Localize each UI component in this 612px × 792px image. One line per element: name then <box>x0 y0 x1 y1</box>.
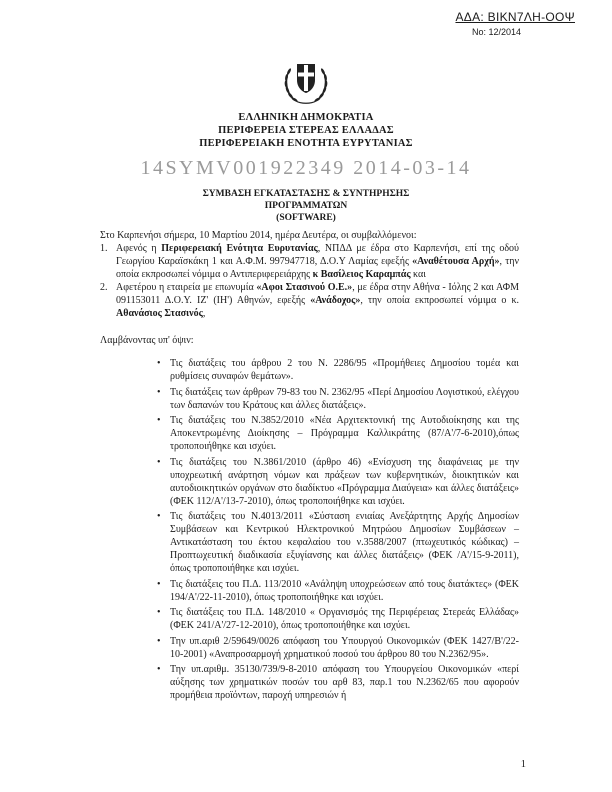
bullet-icon: • <box>157 607 161 618</box>
bullet-icon: • <box>157 358 161 369</box>
provision-item <box>155 635 519 661</box>
parties-list <box>100 242 519 320</box>
provision-item <box>155 414 519 453</box>
document-number: Νο: 12/2014 <box>471 27 521 37</box>
provision-text: Την υπ.αριθμ. 35130/739/9-8-2010 απόφαση του Υπουργείου Οικονομικών «περί αύξησης των χρηματικών ποσών του αρθ 83, παρ.1 του Ν.2362/65 που αφορούν προμήθεια προϊόντων, παροχή υπηρεσιών ή <box>170 664 519 701</box>
provision-text: Τις διατάξεις του Ν.4013/2011 «Σύσταση ενιαίας Ανεξάρτητης Αρχής Δημοσίων Συμβάσεων και Κεντρικού Ηλεκτρονικού Μητρώου Δημοσίων Συμβάσεων – Αντικατάσταση του έκτου κεφαλαίου του ν.3588/2007 (πτωχευτικός κώδικας) – Προπτωχευτική διαδικασία εξυγίανσης και άλλες διατάξεις» (ΦΕΚ /Α'/15-9-2011), όπως τροποποιήθηκε και ισχύει. <box>170 511 519 574</box>
title-line: (SOFTWARE) <box>276 213 336 223</box>
provision-text: Τις διατάξεις του Π.Δ. 148/2010 « Οργανισμός της Περιφέρειας Στερεάς Ελλάδας» (ΦΕΚ 241/Α'/27-12-2010), όπως τροποποιήθηκε και ισχύει. <box>170 607 519 631</box>
title-line: ΠΡΟΓΡΑΜΜΑΤΩΝ <box>264 201 348 211</box>
document-title <box>0 188 612 224</box>
stamp-text: 14SYMV001922349 2014-03-14 <box>140 157 472 179</box>
provision-text: Τις διατάξεις του Ν.3861/2010 (άρθρο 46) «Ενίσχυση της διαφάνειας με την υποχρεωτική ανάρτηση νόμων και πράξεων των κυβερνητικών, διοικητικών και αυτοδιοικητικών οργάνων στο διαδίκτυο «Πρόγραμμα Διαύγεια» και άλλες διατάξεις» (ΦΕΚ 112/Α'/13-7-2010), όπως τροποποιήθηκε και ισχύει. <box>170 456 519 507</box>
document-body <box>100 229 519 705</box>
party-number: 2. <box>100 282 108 293</box>
provision-text: Τις διατάξεις του Ν.3852/2010 «Νέα Αρχιτεκτονική της Αυτοδιοίκησης και της Αποκεντρωμένης Διοίκησης – Πρόγραμμα Καλλικράτης (87/Α'/7-6-2010),όπως τροποποιήθηκε και ισχύει. <box>170 415 519 452</box>
coat-of-arms-icon <box>281 58 331 106</box>
coat-of-arms <box>0 58 612 106</box>
bullet-icon: • <box>157 386 161 398</box>
provision-item <box>155 578 519 604</box>
bullet-icon: • <box>157 456 161 468</box>
party-text: Αφετέρου η εταιρεία με επωνυμία «Αφοι Στασινού Ο.Ε.», με έδρα στην Αθήνα - Ιόλης 2 και ΑΦΜ 091153011 Δ.Ο.Υ. ΙΖ' (ΙΗ') Αθηνών, εφεξής «Ανάδοχος», την οποία εκπροσωπεί νόμιμα ο κ. Αθανάσιος Στασινός, <box>116 282 519 319</box>
party-item <box>100 242 519 281</box>
bullet-icon: • <box>157 578 161 590</box>
party-text: Αφενός η Περιφερειακή Ενότητα Ευρυτανίας, ΝΠΔΔ με έδρα στο Καρπενήσι, επί της οδού Γεωργίου Καραϊσκάκη 1 και Α.Φ.Μ. 997947718, Δ.Ο.Υ Λαμίας εφεξής «Αναθέτουσα Αρχή», την οποία εκπροσωπεί νόμιμα ο Αντιπεριφερειάρχης κ Βασίλειος Καραμπάς και <box>116 243 519 280</box>
provision-item <box>155 663 519 702</box>
letterhead-line: ΠΕΡΙΦΕΡΕΙΑ ΣΤΕΡΕΑΣ ΕΛΛΑΔΑΣ <box>218 125 394 136</box>
provision-item <box>155 606 519 632</box>
provision-item <box>155 456 519 508</box>
ada-code: ΑΔΑ: ΒΙΚΝ7ΛΗ-ΟΟΨ <box>455 10 575 24</box>
bullet-icon: • <box>157 664 161 675</box>
provision-text: Την υπ.αριθ 2/59649/0026 απόφαση του Υπουργού Οικονομικών (ΦΕΚ 1427/Β'/22-10-2001) «Αναπροσαρμογή χρηματικού ποσού του άρθρου 80 του Ν.2362/95». <box>170 635 519 660</box>
bullet-icon: • <box>157 511 161 522</box>
title-line: ΣΥΜΒΑΣΗ ΕΓΚΑΤΑΣΤΑΣΗΣ & ΣΥΝΤΗΡΗΣΗΣ <box>202 189 410 199</box>
provision-item <box>155 510 519 575</box>
party-number: 1. <box>100 243 108 254</box>
letterhead <box>0 111 612 150</box>
provision-item <box>155 386 519 412</box>
provision-text: Τις διατάξεις των άρθρων 79-83 του Ν. 2362/95 «Περί Δημοσίου Λογιστικού, ελέγχου των δαπανών του Κράτους και άλλες διατάξεις». <box>170 386 519 411</box>
provision-text: Τις διατάξεις του Π.Δ. 113/2010 «Ανάληψη υποχρεώσεων από τους διατάκτες» (ΦΕΚ 194/Α'/22-11-2010), όπως τροποποιήθηκε και ισχύει. <box>170 578 519 603</box>
letterhead-line: ΠΕΡΙΦΕΡΕΙΑΚΗ ΕΝΟΤΗΤΑ ΕΥΡΥΤΑΝΙΑΣ <box>199 138 413 149</box>
provision-item <box>155 357 519 383</box>
party-item <box>100 281 519 320</box>
provisions-list <box>155 357 519 702</box>
bullet-icon: • <box>157 635 161 647</box>
intro-paragraph: Στο Καρπενήσι σήμερα, 10 Μαρτίου 2014, ημέρα Δευτέρα, οι συμβαλλόμενοι: <box>100 230 417 241</box>
letterhead-line: ΕΛΛΗΝΙΚΗ ΔΗΜΟΚΡΑΤΙΑ <box>238 112 374 123</box>
page-number: 1 <box>520 759 526 770</box>
bullet-icon: • <box>157 415 161 426</box>
document-meta <box>455 10 575 37</box>
considering-line: Λαμβάνοντας υπ' όψιν: <box>100 335 194 346</box>
provision-text: Τις διατάξεις του άρθρου 2 του Ν. 2286/95 «Προμήθειες Δημοσίου τομέα και ρυθμίσεις συναφών θεμάτων». <box>170 358 519 382</box>
